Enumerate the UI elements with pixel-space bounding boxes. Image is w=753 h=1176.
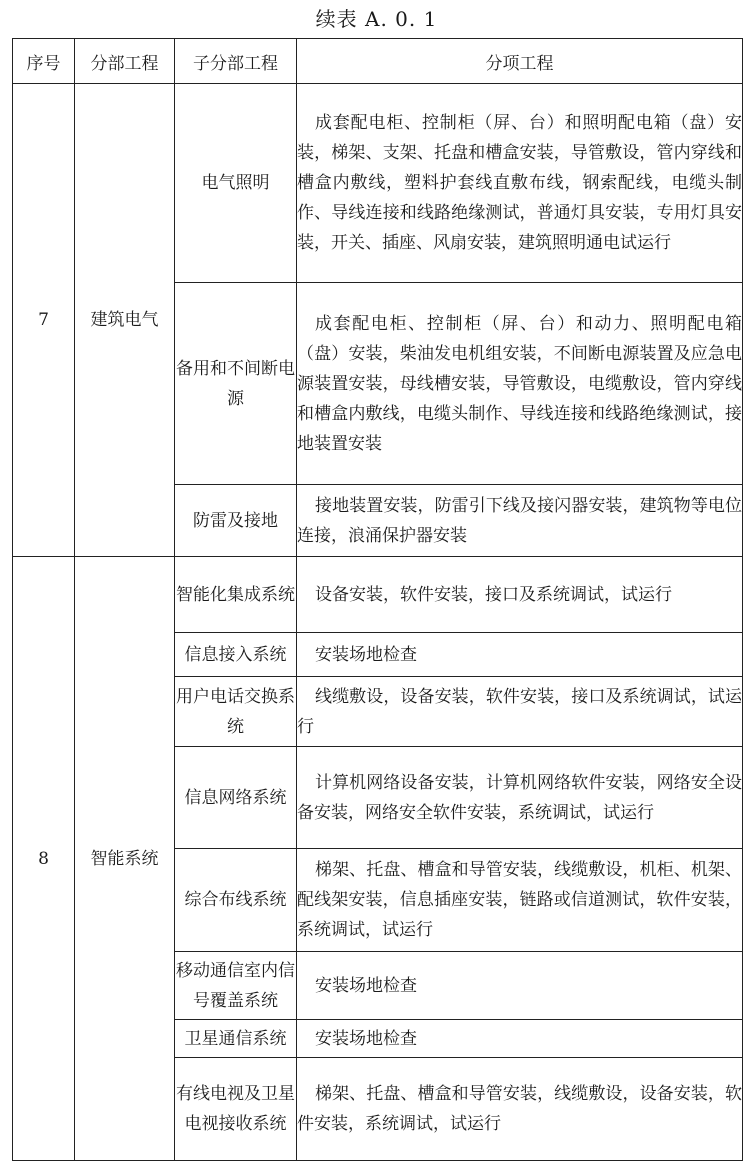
items-text: 安装场地检查 (315, 644, 417, 665)
items-text: 成套配电柜、控制柜（屏、台）和照明配电箱（盘）安装，梯架、支架、托盘和槽盒安装，导管敷设，管内穿线和槽盒内敷线，塑料护套线直敷布线，钢索配线，电缆头制作、导线连接和线路绝缘测试，普通灯具安装，专用灯具安装，开关、插座、风扇安装，建筑照明通电试运行 (297, 113, 742, 253)
header-row (13, 39, 743, 84)
division-cell: 智能系统 (75, 557, 175, 1161)
subdivision-cell: 有线电视及卫星电视接收系统 (175, 1058, 297, 1161)
items-cell (297, 283, 743, 485)
subdivision-cell: 综合布线系统 (175, 849, 297, 952)
subdivision-cell: 智能化集成系统 (175, 557, 297, 633)
header-seq: 序号 (13, 39, 75, 84)
items-cell (297, 84, 743, 283)
items-cell (297, 633, 743, 677)
division-cell: 建筑电气 (75, 84, 175, 557)
items-text: 计算机网络设备安装，计算机网络软件安装，网络安全设备安装，网络安全软件安装，系统调试，试运行 (297, 772, 742, 823)
items-text: 接地装置安装，防雷引下线及接闪器安装，建筑物等电位连接，浪涌保护器安装 (297, 495, 742, 546)
table-row (13, 557, 743, 633)
items-text: 安装场地检查 (315, 975, 417, 996)
header-division: 分部工程 (75, 39, 175, 84)
table-row (13, 84, 743, 283)
subdivision-cell: 信息网络系统 (175, 747, 297, 849)
items-cell (297, 952, 743, 1020)
items-text: 梯架、托盘、槽盒和导管安装，线缆敷设，设备安装，软件安装，系统调试，试运行 (297, 1084, 742, 1134)
items-cell (297, 1058, 743, 1161)
items-text: 成套配电柜、控制柜（屏、台）和动力、照明配电箱（盘）安装，柴油发电机组安装，不间断电源装置及应急电源装置安装，母线槽安装，导管敷设，电缆敷设，管内穿线和槽盒内敷线，电缆头制作、导线连接和线路绝缘测试，接地装置安装 (297, 313, 742, 454)
items-cell (297, 557, 743, 633)
items-cell (297, 849, 743, 952)
subdivision-cell: 用户电话交换系统 (175, 677, 297, 747)
items-cell (297, 1020, 743, 1058)
seq-cell: 8 (13, 557, 75, 1161)
items-text: 线缆敷设，设备安装，软件安装，接口及系统调试，试运行 (297, 686, 742, 737)
subdivision-cell: 电气照明 (175, 84, 297, 283)
items-cell (297, 485, 743, 557)
subdivision-cell: 信息接入系统 (175, 633, 297, 677)
subdivision-cell: 移动通信室内信号覆盖系统 (175, 952, 297, 1020)
subdivision-cell: 防雷及接地 (175, 485, 297, 557)
engineering-division-table (12, 38, 743, 1161)
items-cell (297, 677, 743, 747)
items-cell (297, 747, 743, 849)
items-text: 梯架、托盘、槽盒和导管安装，线缆敷设，机柜、机架、配线架安装，信息插座安装，链路或信道测试，软件安装，系统调试，试运行 (297, 860, 742, 940)
items-text: 设备安装，软件安装，接口及系统调试，试运行 (315, 584, 672, 605)
header-items: 分项工程 (297, 39, 743, 84)
subdivision-cell: 备用和不间断电源 (175, 283, 297, 485)
items-text: 安装场地检查 (315, 1028, 417, 1049)
subdivision-cell: 卫星通信系统 (175, 1020, 297, 1058)
table-title: 续表 A. 0. 1 (315, 7, 438, 31)
seq-cell: 7 (13, 84, 75, 557)
header-subdivision: 子分部工程 (175, 39, 297, 84)
